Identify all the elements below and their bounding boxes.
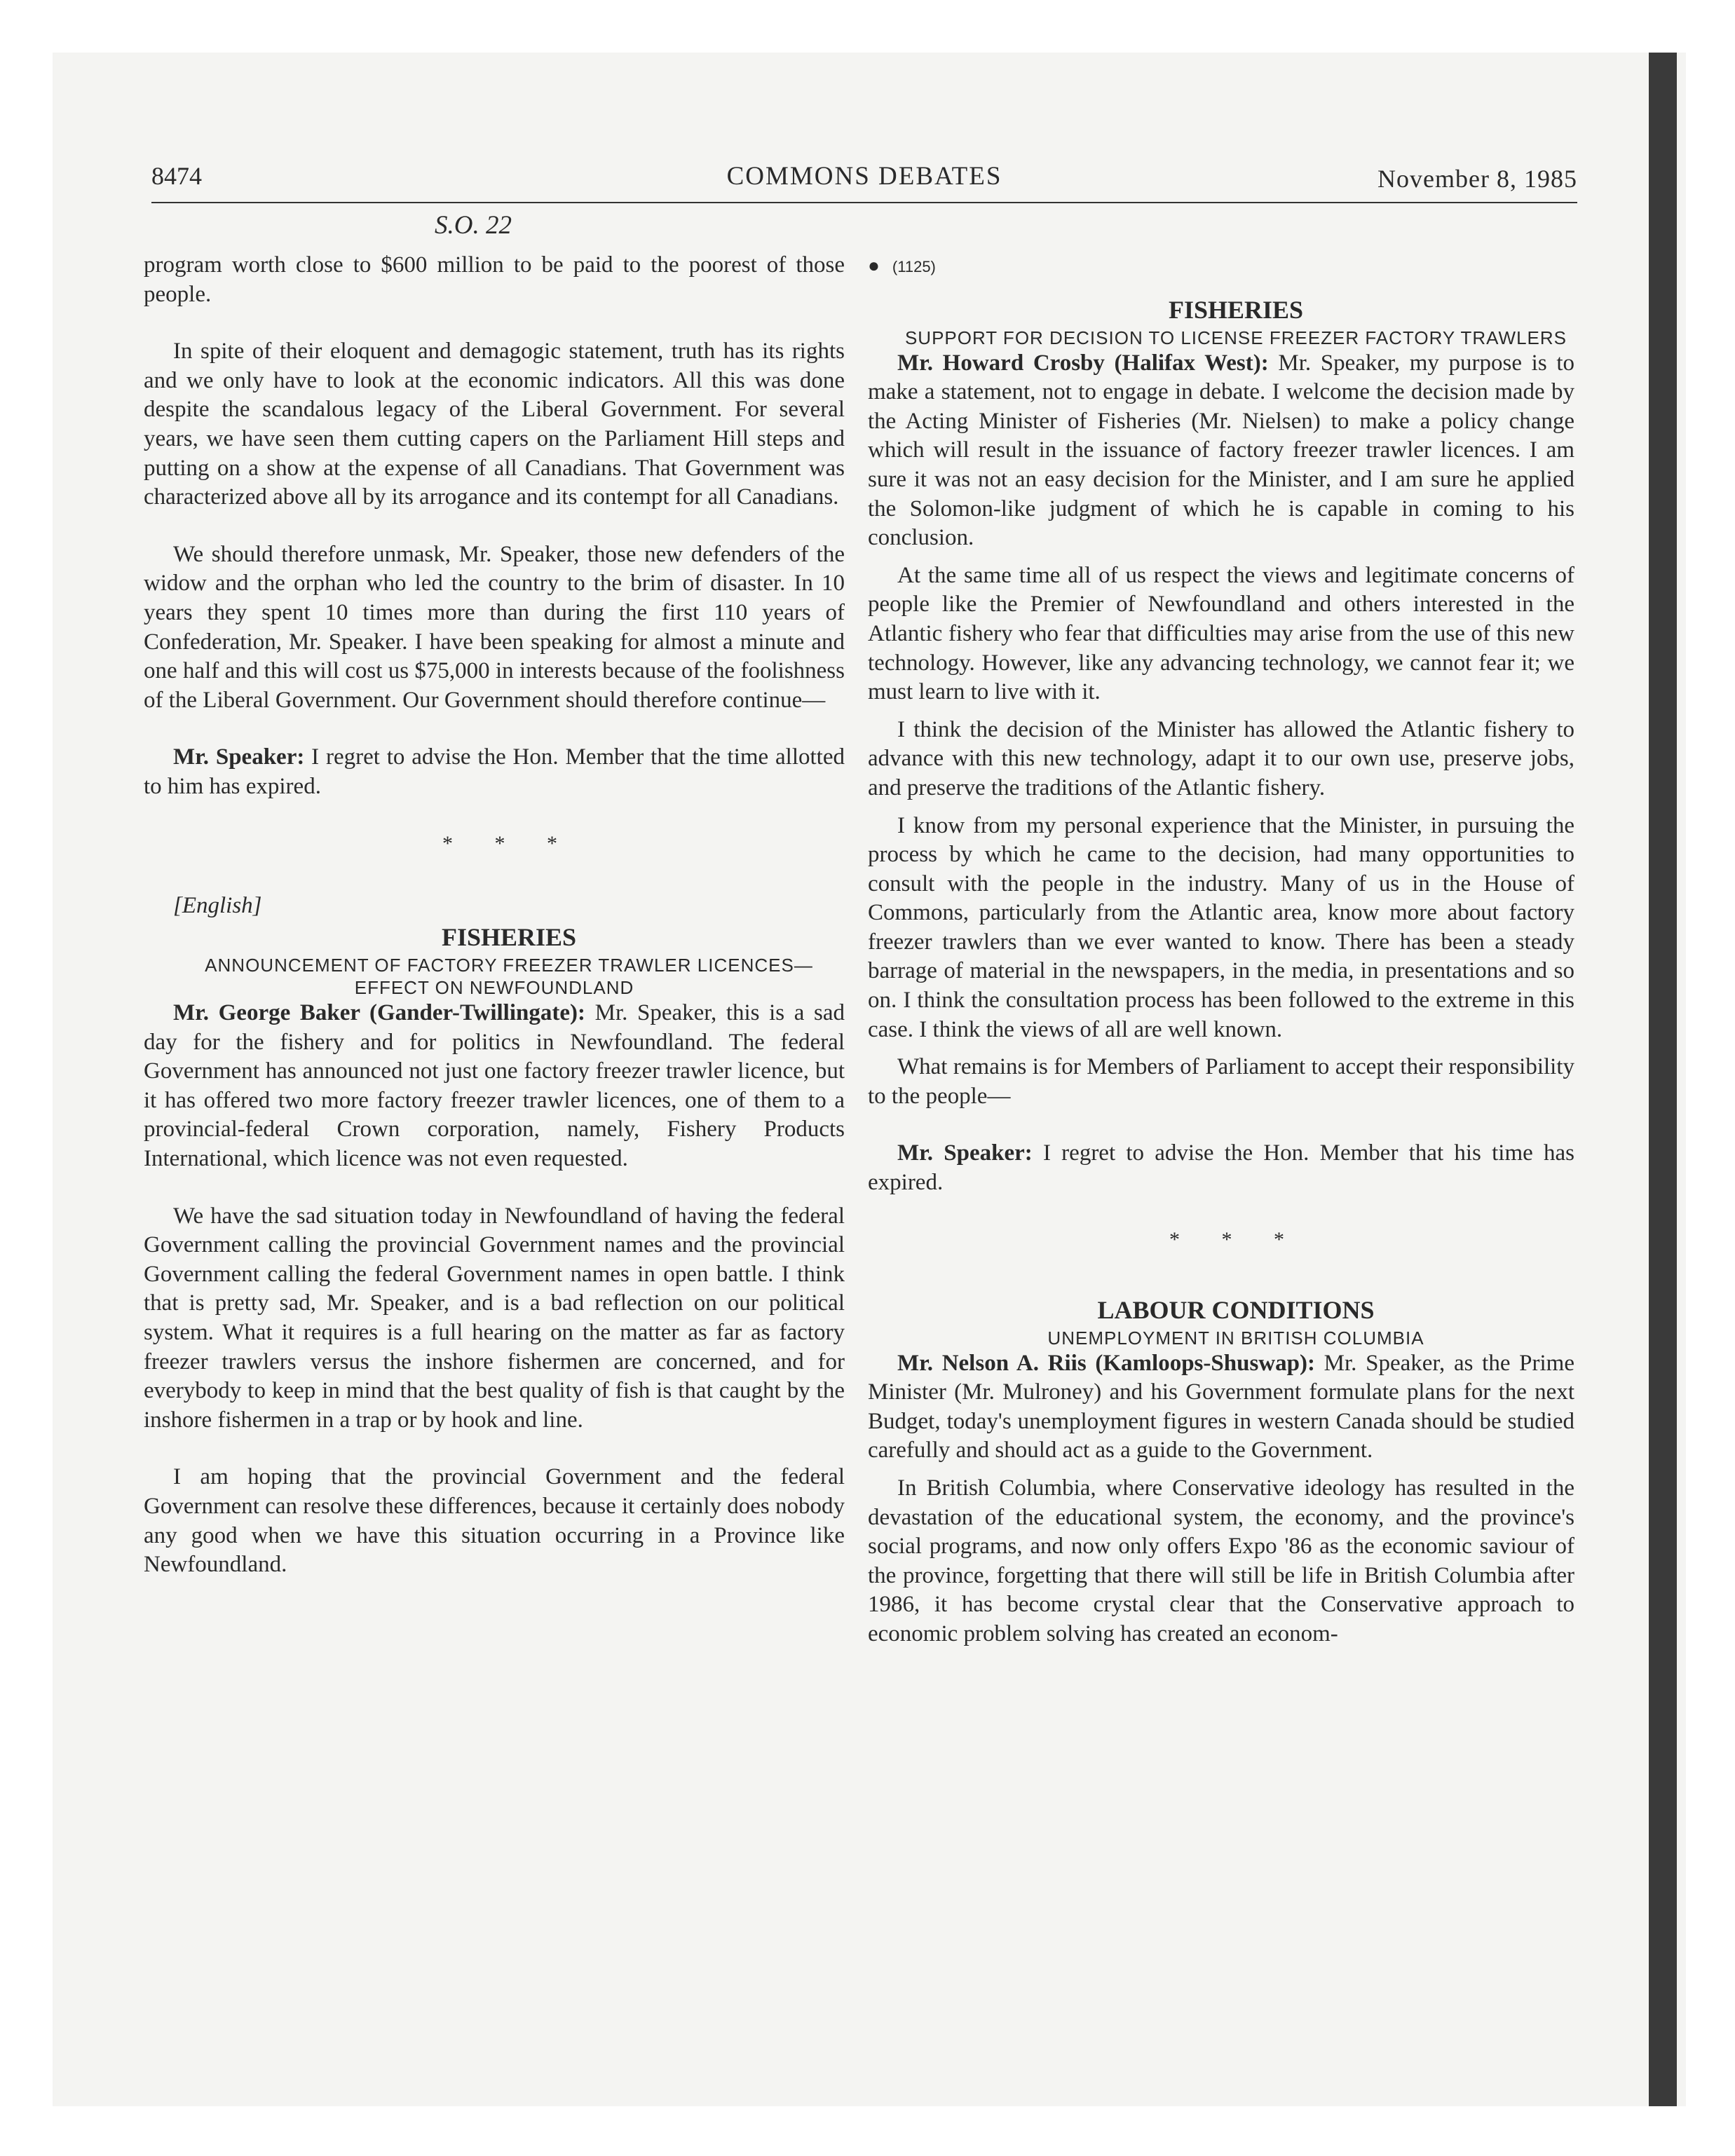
paragraph: I think the decision of the Minister has allowed the Atlantic fishery to advance with this new technology, adapt it to our own use, preserve jobs, and preserve the traditions of the Atlantic fishery. bbox=[868, 716, 1574, 800]
section-separator: * * * bbox=[1169, 1227, 1302, 1251]
speech-text: Mr. Speaker, this is a sad day for the fishery and for politics in Newfoundland. The federal Government has announced not just one factory freezer trawler licence, but it has offered two more factory freezer trawler licences, one of them to a provincial-federal Crown corporation, namely, Fishery Products International, which licence was not even requested. bbox=[144, 1000, 845, 1172]
speaker-paragraph bbox=[868, 1349, 1574, 1466]
paragraph: What remains is for Members of Parliament to accept their responsibility to the people— bbox=[868, 1054, 1574, 1109]
paragraph: We have the sad situation today in Newfoundland of having the federal Government calling the provincial Government names and the provincial Government calling the federal Government names in open battle. I think that is pretty sad, Mr. Speaker, and is a bad reflection on our political system. What it requires is a full hearing on the matter as far as factory freezer trawlers versus the inshore fishermen are concerned, and for everybody to keep in mind that the best quality of fish is that caught by the inshore fishermen in a trap or by hook and line. bbox=[144, 1203, 845, 1433]
speaker-name: Mr. Speaker: bbox=[173, 744, 305, 770]
section-heading: LABOUR CONDITIONS bbox=[1097, 1295, 1375, 1324]
section-subheading: SUPPORT FOR DECISION TO LICENSE FREEZER FACTORY TRAWLERS bbox=[904, 327, 1567, 348]
paragraph: I know from my personal experience that the Minister, in pursuing the process by which he came to the decision, had many opportunities to consult with the people in the industry. Many of us in the House of Commons, particularly from the Atlantic area, know more about factory freezer trawlers than we ever wanted to know. There has been a steady barrage of material in the newspapers, in the media, in presentations and so on. I think the consultation process has been followed to the extreme in this case. I think the views of all are well known. bbox=[868, 812, 1574, 1042]
speech-text: I regret to advise the Hon. Member that the time allotted to him has expired. bbox=[144, 744, 845, 799]
speaker-name: Mr. Howard Crosby (Halifax West): bbox=[897, 350, 1269, 376]
paragraph: We should therefore unmask, Mr. Speaker, those new defenders of the widow and the orphan who led the country to the brim of disaster. In 10 years they spent 10 times more than during the first 110 years of Confederation, Mr. Speaker. I have been speaking for almost a minute and one half and this will cost us $75,000 in interests because of the foolishness of the Liberal Government. Our Government should therefore continue— bbox=[144, 541, 845, 713]
speaker-paragraph bbox=[144, 999, 845, 1174]
running-header bbox=[151, 158, 1577, 203]
paragraph: In British Columbia, where Conservative ideology has resulted in the devastation of the educational system, the economy, and the province's social programs, and now only offers Expo '86 as the economic saviour of the province, forgetting that there will still be life in British Columbia after 1986, it has become crystal clear that the Conservative approach to economic problem solving has created an econom- bbox=[868, 1475, 1574, 1646]
section-subheading: ANNOUNCEMENT OF FACTORY FREEZER TRAWLER LICENCES—EFFECT ON NEWFOUNDLAND bbox=[205, 955, 813, 999]
time-marker: ● (1125) bbox=[868, 254, 936, 276]
bullet-icon: ● bbox=[868, 254, 880, 276]
section-heading: FISHERIES bbox=[1168, 295, 1304, 324]
paragraph: I am hoping that the provincial Government and the federal Government can resolve these differences, because it certainly does nobody any good when we have this situation occurring in a Province like Newfoundland. bbox=[144, 1464, 845, 1578]
section-subheading: UNEMPLOYMENT IN BRITISH COLUMBIA bbox=[1047, 1327, 1424, 1349]
right-column bbox=[868, 251, 1574, 1649]
publication-title: COMMONS DEBATES bbox=[726, 162, 1002, 191]
speech-text: I regret to advise the Hon. Member that his time has expired. bbox=[868, 1140, 1574, 1196]
speech-text: Mr. Speaker, my purpose is to make a statement, not to engage in debate. I welcome the decision made by the Acting Minister of Fisheries (Mr. Nielsen) to make a policy change which will result in the issuance of factory freezer trawler licences. I am sure it was not an easy decision for the Minister, and I am sure he applied the Solomon-like judgment of which he is capable in coming to his conclusion. bbox=[868, 350, 1574, 551]
section-separator: * * * bbox=[442, 831, 576, 855]
paragraph: At the same time all of us respect the views and legitimate concerns of people like the Premier of Newfoundland and others interested in the Atlantic fishery who fear that difficulties may arise from the use of this new technology. However, like any advancing technology, we cannot fear it; we must learn to live with it. bbox=[868, 562, 1574, 705]
speaker-paragraph bbox=[144, 743, 845, 801]
section-heading: FISHERIES bbox=[441, 923, 577, 952]
speaker-paragraph bbox=[868, 349, 1574, 553]
left-column bbox=[144, 251, 845, 1580]
speaker-name: Mr. Speaker: bbox=[897, 1140, 1033, 1166]
page-number: 8474 bbox=[151, 162, 202, 190]
speaker-name: Mr. Nelson A. Riis (Kamloops-Shuswap): bbox=[897, 1350, 1315, 1376]
language-tag: [English] bbox=[173, 892, 262, 918]
speech-text: Mr. Speaker, as the Prime Minister (Mr. Mulroney) and his Government formulate plans for the next Budget, today's unemployment figures in western Canada should be studied carefully and should act as a guide to the Government. bbox=[868, 1350, 1574, 1464]
publication-date: November 8, 1985 bbox=[1377, 165, 1577, 193]
paragraph: In spite of their eloquent and demagogic statement, truth has its rights and we only have to look at the economic indicators. All this was done despite the scandalous legacy of the Liberal Government. For several years, we have seen them cutting capers on the Parliament Hill steps and putting on a show at the expense of all Canadians. That Government was characterized above all by its arrogance and its contempt for all Canadians. bbox=[144, 339, 845, 510]
speaker-paragraph bbox=[868, 1139, 1574, 1197]
standing-order-label: S.O. 22 bbox=[435, 211, 512, 240]
speaker-name: Mr. George Baker (Gander-Twillingate): bbox=[173, 1000, 585, 1026]
paragraph: program worth close to $600 million to be paid to the poorest of those people. bbox=[144, 252, 845, 307]
